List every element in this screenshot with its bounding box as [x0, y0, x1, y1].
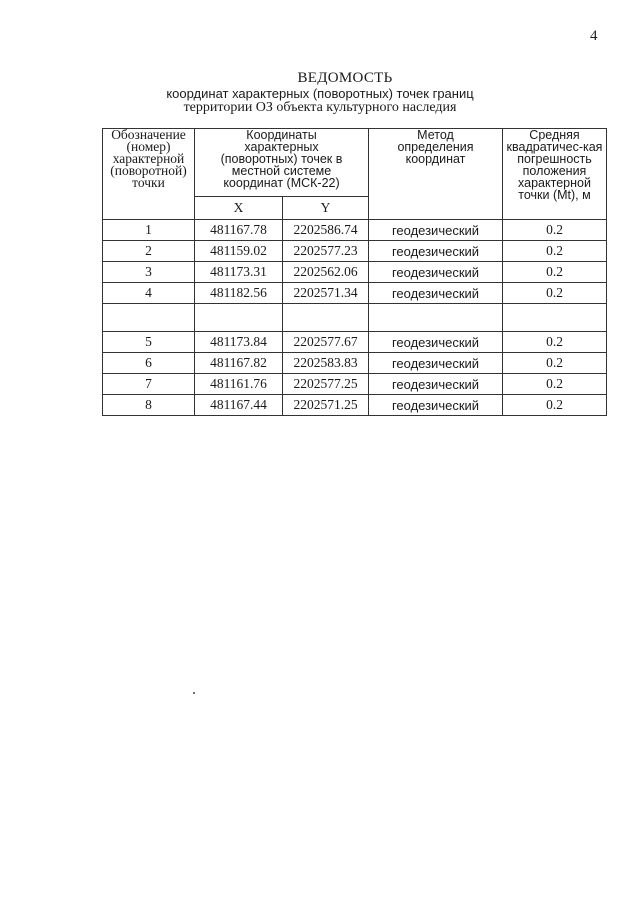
y-coordinate-cell: 2202562.06: [283, 262, 369, 283]
method-cell: геодезический: [369, 283, 503, 304]
table-row: [103, 262, 607, 283]
x-coordinate-cell: 481167.44: [195, 395, 283, 416]
method-cell: геодезический: [369, 395, 503, 416]
document-header: [0, 70, 640, 115]
mt-cell: 0.2: [503, 353, 607, 374]
x-coordinate-cell: 481159.02: [195, 241, 283, 262]
table-row: [103, 283, 607, 304]
mt-cell: 0.2: [503, 332, 607, 353]
header-designation: Обозначение (номер) характерной (поворотной) точки: [103, 129, 195, 220]
page-number: 4: [590, 28, 598, 44]
blank-row: [103, 304, 607, 332]
mt-cell: 0.2: [503, 262, 607, 283]
y-coordinate-cell: 2202583.83: [283, 353, 369, 374]
method-cell: геодезический: [369, 241, 503, 262]
x-coordinate-cell: 481173.31: [195, 262, 283, 283]
x-coordinate-cell: 481161.76: [195, 374, 283, 395]
mt-cell: 0.2: [503, 283, 607, 304]
mt-cell: 0.2: [503, 220, 607, 241]
x-coordinate-cell: 481182.56: [195, 283, 283, 304]
point-number-cell: 4: [103, 283, 195, 304]
point-number-cell: 7: [103, 374, 195, 395]
point-number-cell: 2: [103, 241, 195, 262]
x-coordinate-cell: 481173.84: [195, 332, 283, 353]
mt-cell: 0.2: [503, 395, 607, 416]
y-coordinate-cell: 2202577.23: [283, 241, 369, 262]
point-number-cell: 8: [103, 395, 195, 416]
header-y: Y: [283, 197, 369, 220]
y-coordinate-cell: 2202571.34: [283, 283, 369, 304]
document-title: ВЕДОМОСТЬ: [297, 70, 393, 86]
coordinates-table: [102, 128, 607, 416]
method-cell: геодезический: [369, 220, 503, 241]
table-body-contour-1: [103, 220, 607, 304]
header-coordinates: Координаты характерных (поворотных) точек в местной системе координат (МСК-22): [195, 129, 369, 197]
table-row: [103, 353, 607, 374]
method-cell: геодезический: [369, 374, 503, 395]
table-row: [103, 332, 607, 353]
mt-cell: 0.2: [503, 374, 607, 395]
x-coordinate-cell: 481167.82: [195, 353, 283, 374]
document-subtitle-line-2: территории ОЗ объекта культурного наследия: [183, 100, 457, 115]
table-row: [103, 395, 607, 416]
header-x: X: [195, 197, 283, 220]
table-separator: [103, 304, 607, 332]
method-cell: геодезический: [369, 332, 503, 353]
document-subtitle-line-1: координат характерных (поворотных) точек границ: [166, 86, 474, 101]
stray-dot: [193, 692, 195, 694]
table-body-contour-2: [103, 332, 607, 416]
header-accuracy: Средняя квадратичес-кая погрешность положения характерной точки (Mt), м: [503, 129, 607, 220]
table-row: [103, 374, 607, 395]
point-number-cell: 6: [103, 353, 195, 374]
y-coordinate-cell: 2202586.74: [283, 220, 369, 241]
point-number-cell: 5: [103, 332, 195, 353]
table-row: [103, 220, 607, 241]
method-cell: геодезический: [369, 353, 503, 374]
point-number-cell: 1: [103, 220, 195, 241]
y-coordinate-cell: 2202571.25: [283, 395, 369, 416]
y-coordinate-cell: 2202577.25: [283, 374, 369, 395]
y-coordinate-cell: 2202577.67: [283, 332, 369, 353]
header-method: Метод определения координат: [369, 129, 503, 220]
method-cell: геодезический: [369, 262, 503, 283]
point-number-cell: 3: [103, 262, 195, 283]
x-coordinate-cell: 481167.78: [195, 220, 283, 241]
table-row: [103, 241, 607, 262]
mt-cell: 0.2: [503, 241, 607, 262]
